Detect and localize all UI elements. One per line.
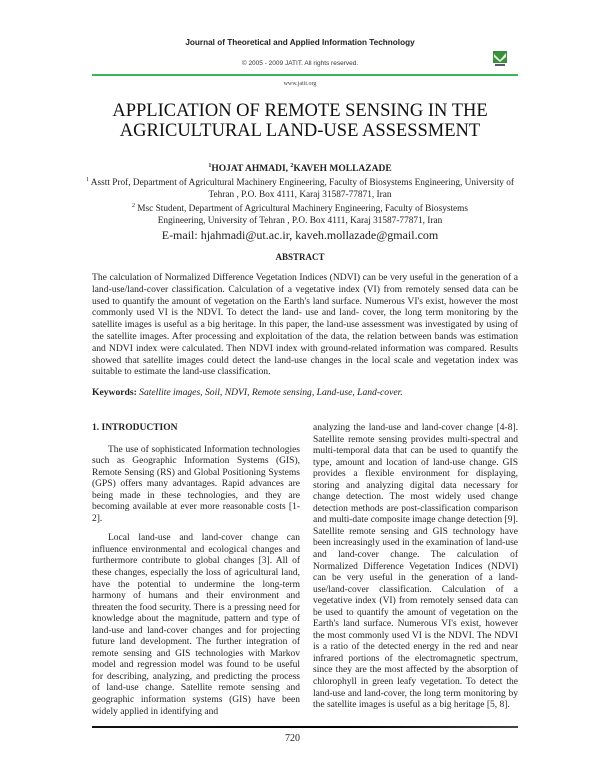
footer-rule xyxy=(92,726,518,728)
abstract-heading: ABSTRACT xyxy=(275,252,325,262)
paragraph: analyzing the land-use and land-cover change [4-8]. Satellite remote sensing provides multi-spectral and multi-temporal data that can be used to quantify the type, amount and location of land-use change. GIS provides a flexible environment for displaying, storing and analyzing digital data necessary for change detection. The most widely used change detection methods are post-classification comparison and multi-date composite image change detection [9]. Satellite remote sensing and GIS technology have been increasingly used in the examination of land-use and land-cover change. The calculation of Normalized Difference Vegetation Indices (NDVI) can be very useful in the generation of a land-use/land-cover classification. Calculation of a vegetative index (VI) from remotely sensed data can be used to quantify the amount of vegetation on the Earth's land surface. Numerous VI's exist, however the most commonly used VI is the NDVI. The NDVI is a ratio of the detected energy in the red and near infrared portions of the electromagnetic spectrum, since they are the most affected by the absorption of chlorophyll in green leafy vegetation. To detect the land-use and land-cover, the long term monitoring by the satellite images is useful as a big heritage [5, 8]. xyxy=(313,423,518,711)
paragraph: Local land-use and land-cover change can influence environmental and ecological changes and furthermore contribute to global changes [3]. All of these changes, especially the loss of agricultural land, have the potential to undermine the long-term harmony of humans and their environment and threaten the food security. There is a pressing need for knowledge about the magnitude, pattern and type of land-use and land-cover changes and for projecting future land development. The further integration of remote sensing and GIS technologies with Markov model and regression model was found to be useful for describing, analyzing, and predicting the process of land-use change. Satellite remote sensing and geographic information systems (GIS) have been widely applied in identifying and xyxy=(92,533,300,717)
author: KAVEH MOLLAZADE xyxy=(293,164,392,175)
affiliation xyxy=(80,175,520,201)
journal-name: Journal of Theoretical and Applied Information Technology xyxy=(185,38,415,47)
section-heading: 1. INTRODUCTION xyxy=(92,423,178,433)
copyright: © 2005 - 2009 JATIT. All rights reserved. xyxy=(241,60,359,67)
title-line: APPLICATION OF REMOTE SENSING IN THE xyxy=(112,101,488,121)
affiliation xyxy=(80,201,520,227)
author-email: E-mail: hjahmadi@ut.ac.ir, kaveh.mollazade@gmail.com xyxy=(161,228,439,242)
left-column xyxy=(92,423,300,726)
affiliation-sup: 1 xyxy=(86,177,89,183)
keywords-label: Keywords: xyxy=(92,387,137,398)
keywords-text: Satellite images, Soil, NDVI, Remote sensing, Land-use, Land-cover. xyxy=(136,387,403,398)
affiliation-sup: 2 xyxy=(131,203,135,210)
right-column xyxy=(313,423,518,720)
header-rule xyxy=(92,74,518,76)
author-sup: 2 xyxy=(290,163,294,169)
paragraph: The use of sophisticated Information technologies such as Geographic Information Systems (GIS), Remote Sensing (RS) and Global Positioning Systems (GPS) offers many advantages. Rapid advances are being made in these technologies, and they are becoming available at ever more reasonable costs [1-2]. xyxy=(92,444,300,524)
author: HOJAT AHMADI, xyxy=(211,164,291,175)
title-line: AGRICULTURAL LAND-USE ASSESSMENT xyxy=(119,121,481,141)
author-sup: 1 xyxy=(208,163,212,169)
keywords xyxy=(92,387,518,398)
affiliation-text: Msc Student, Department of Agricultural Machinery Engineering, Faculty of Biosystems Engineering, University of Tehran , P.O. Box 4111, Karaj 31587-77871, Iran xyxy=(134,204,469,226)
affiliations xyxy=(80,175,520,227)
website: www.jatit.org xyxy=(283,81,317,87)
page-number: 720 xyxy=(285,733,300,744)
journal-logo-icon xyxy=(493,51,507,67)
authors xyxy=(0,163,600,174)
abstract-text: The calculation of Normalized Difference Vegetation Indices (NDVI) can be very useful in the generation of a land-use/land-cover classification. Calculation of a vegetative index (VI) from remotely sensed data can be used to quantify the amount of vegetation on the Earth's land surface. Numerous VI's exist, however the most commonly used VI is the NDVI. To detect the land- use and land- cover, the long term monitoring by the satellite images is useful as a big heritage. In this paper, the land-use assessment was investigated by using of the satellite images. After processing and exploitation of the data, the relation between bands was estimation and NDVI index were calculated. Then NDVI index with ground-related information was compared. Results showed that satellite images could detect the land-use changes in the local scale and vegetation index was suitable to estimate the land-use classification. xyxy=(92,272,518,378)
affiliation-text: Asstt Prof, Department of Agricultural Machinery Engineering, Faculty of Biosystems Engineering, University of Tehran , P.O. Box 4111, Karaj 31587-77871, Iran xyxy=(89,178,514,200)
paper-title xyxy=(0,101,600,141)
